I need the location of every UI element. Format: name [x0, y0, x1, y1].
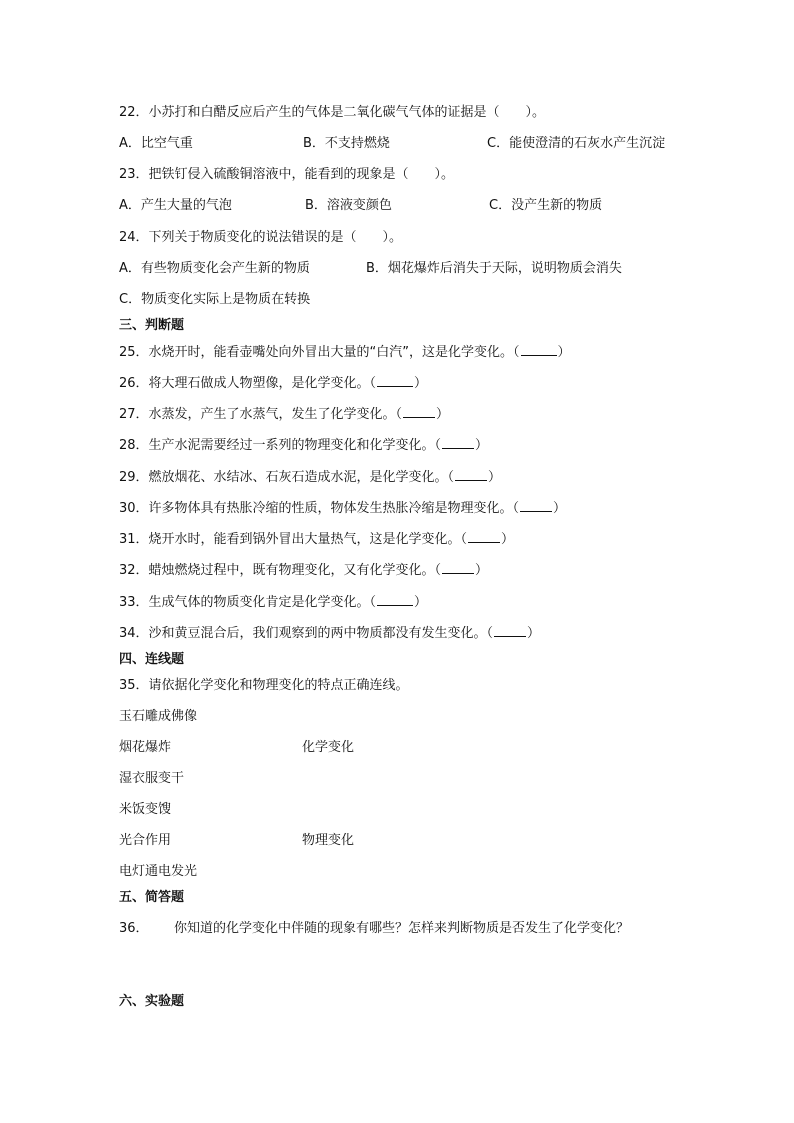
judge-item-34-close: ）: [527, 626, 541, 641]
judge-item-29: [119, 468, 501, 486]
answer-blank-29[interactable]: [455, 468, 487, 481]
match-left-item[interactable]: 光合作用: [119, 833, 172, 848]
section-6-title: 六、实验题: [119, 994, 185, 1009]
judge-item-32-text: 32．蜡烛燃烧过程中，既有物理变化，又有化学变化。（: [119, 563, 442, 578]
judge-item-31-close: ）: [501, 532, 515, 547]
question-35-stem: 35．请依据化学变化和物理变化的特点正确连线。: [119, 678, 409, 693]
judge-item-31-text: 31．烧开水时，能看到锅外冒出大量热气，这是化学变化。（: [119, 532, 468, 547]
judge-item-33-close: ）: [414, 595, 428, 610]
answer-blank-26[interactable]: [377, 374, 413, 387]
judge-item-32: [119, 561, 488, 579]
judge-item-28: [119, 436, 488, 454]
question-23-option-b: B．溶液变颜色: [305, 198, 392, 213]
judge-item-25-text: 25．水烧开时，能看壶嘴处向外冒出大量的“白汽”，这是化学变化。（: [119, 345, 520, 360]
judge-item-30-text: 30．许多物体具有热胀冷缩的性质，物体发生热胀冷缩是物理变化。（: [119, 501, 520, 516]
match-right-item[interactable]: 物理变化: [302, 833, 355, 848]
question-23-option-c: C．没产生新的物质: [489, 198, 603, 213]
question-24-option-b: B．烟花爆炸后消失于天际，说明物质会消失: [366, 261, 622, 276]
question-22-option-c: C．能使澄清的石灰水产生沉淀: [487, 136, 666, 151]
match-right-item[interactable]: 化学变化: [302, 740, 355, 755]
answer-blank-31[interactable]: [468, 530, 500, 543]
answer-blank-30[interactable]: [520, 499, 552, 512]
answer-blank-34[interactable]: [494, 624, 526, 637]
question-22-option-b: B．不支持燃烧: [303, 136, 390, 151]
question-36-number: 36．: [119, 921, 149, 936]
section-5-title: 五、简答题: [119, 890, 185, 905]
answer-blank-28[interactable]: [442, 436, 474, 449]
judge-item-29-text: 29．燃放烟花、水结冰、石灰石造成水泥，是化学变化。（: [119, 470, 455, 485]
answer-blank-32[interactable]: [442, 561, 474, 574]
judge-item-32-close: ）: [475, 563, 489, 578]
judge-item-26-text: 26．将大理石做成人物塑像，是化学变化。（: [119, 376, 377, 391]
judge-item-28-text: 28．生产水泥需要经过一系列的物理变化和化学变化。（: [119, 438, 442, 453]
judge-item-34: [119, 624, 540, 642]
question-24-stem: 24．下列关于物质变化的说法错误的是（ ）。: [119, 230, 403, 245]
judge-item-28-close: ）: [475, 438, 489, 453]
judge-item-27-text: 27．水蒸发，产生了水蒸气，发生了化学变化。（: [119, 407, 403, 422]
judge-item-31: [119, 530, 514, 548]
question-23-option-a: A．产生大量的气泡: [119, 198, 232, 213]
judge-item-30-close: ）: [553, 501, 567, 516]
match-left-item[interactable]: 米饭变馊: [119, 802, 172, 817]
question-23-stem: 23．把铁钉侵入硫酸铜溶液中，能看到的现象是（ ）。: [119, 167, 455, 182]
judge-item-27: [119, 405, 449, 423]
answer-blank-33[interactable]: [377, 593, 413, 606]
answer-blank-27[interactable]: [403, 405, 435, 418]
question-36-text: 你知道的化学变化中伴随的现象有哪些？怎样来判断物质是否发生了化学变化？: [174, 921, 630, 936]
match-left-item[interactable]: 湿衣服变干: [119, 771, 185, 786]
section-4-title: 四、连线题: [119, 652, 185, 667]
judge-item-26: [119, 374, 427, 392]
judge-item-25: [119, 343, 571, 361]
judge-item-26-close: ）: [414, 376, 428, 391]
match-left-item[interactable]: 玉石雕成佛像: [119, 709, 198, 724]
question-22-stem: 22．小苏打和白醋反应后产生的气体是二氧化碳气气体的证据是（ ）。: [119, 105, 546, 120]
judge-item-30: [119, 499, 566, 517]
question-24-option-a: A．有些物质变化会产生新的物质: [119, 261, 310, 276]
match-left-item[interactable]: 烟花爆炸: [119, 740, 172, 755]
section-3-title: 三、判断题: [119, 318, 185, 333]
judge-item-25-close: ）: [557, 345, 571, 360]
question-22-option-a: A．比空气重: [119, 136, 193, 151]
answer-blank-25[interactable]: [521, 343, 557, 356]
match-left-item[interactable]: 电灯通电发光: [119, 864, 198, 879]
judge-item-33: [119, 593, 427, 611]
judge-item-29-close: ）: [488, 470, 502, 485]
judge-item-27-close: ）: [436, 407, 450, 422]
question-24-option-c: C．物质变化实际上是物质在转换: [119, 292, 311, 307]
judge-item-34-text: 34．沙和黄豆混合后，我们观察到的两中物质都没有发生变化。（: [119, 626, 494, 641]
judge-item-33-text: 33．生成气体的物质变化肯定是化学变化。（: [119, 595, 377, 610]
